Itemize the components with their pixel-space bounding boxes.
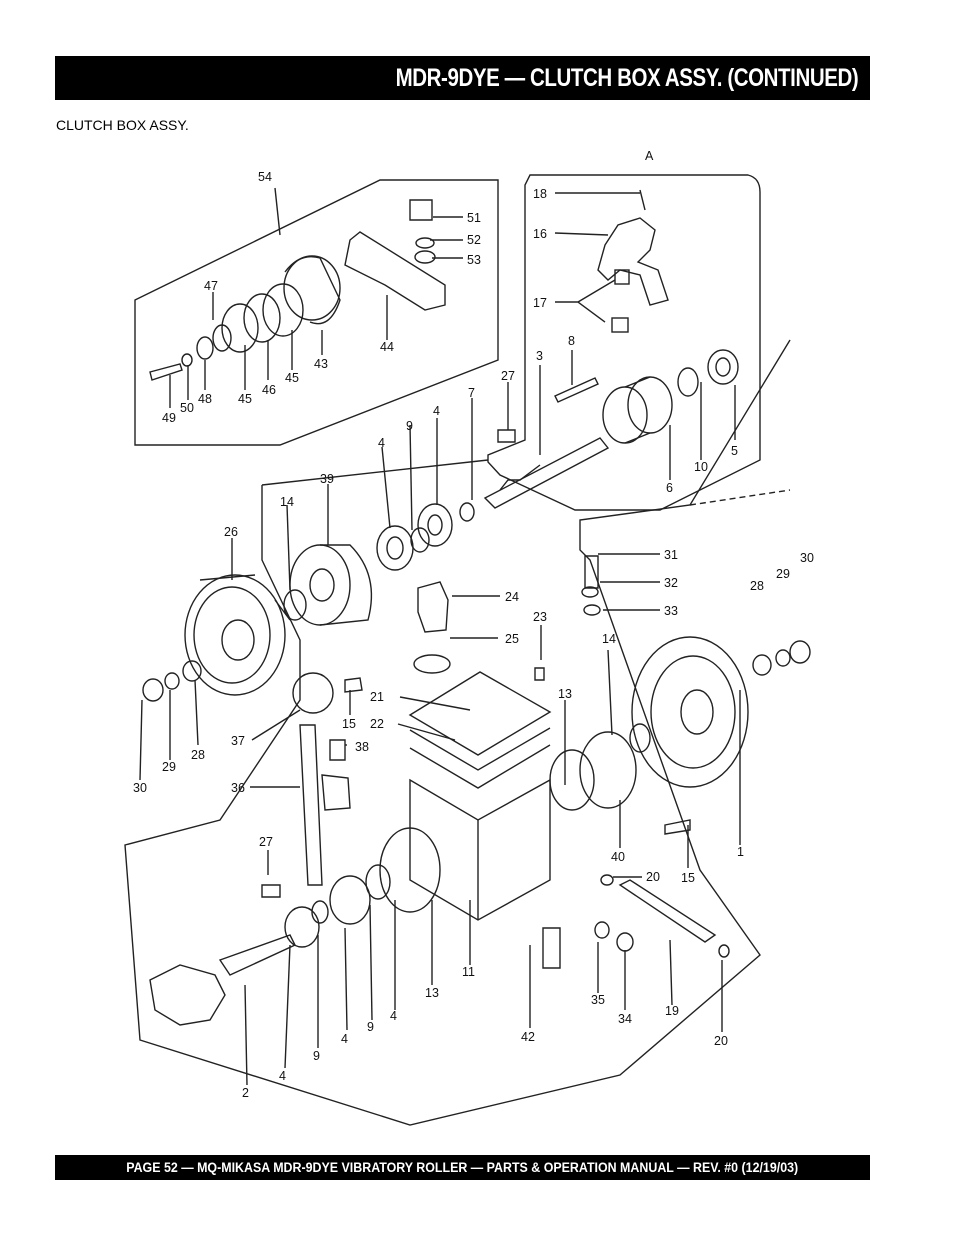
section-label: CLUTCH BOX ASSY. xyxy=(56,117,189,133)
callout-label: 11 xyxy=(462,965,475,979)
callout-label: 39 xyxy=(320,472,334,486)
callout-label: 48 xyxy=(198,392,212,406)
callout-label: 21 xyxy=(370,690,384,704)
callout-label: 17 xyxy=(533,296,547,310)
callout-label: 18 xyxy=(533,187,547,201)
callout-label: 24 xyxy=(505,590,519,604)
callout-label: 13 xyxy=(425,986,439,1000)
callout-label: 4 xyxy=(433,404,440,418)
page-footer: PAGE 52 — MQ-MIKASA MDR-9DYE VIBRATORY ROLLER — PARTS & OPERATION MANUAL — REV. #0 (12/19/03) xyxy=(126,1160,799,1175)
callout-label: 50 xyxy=(180,401,194,415)
callout-label: 44 xyxy=(380,340,394,354)
callout-label: 4 xyxy=(341,1032,348,1046)
callout-label: 16 xyxy=(533,227,547,241)
callout-label: 29 xyxy=(162,760,176,774)
callout-label: 34 xyxy=(618,1012,632,1026)
callout-label: 45 xyxy=(238,392,252,406)
callout-label: 19 xyxy=(665,1004,679,1018)
callout-label: 20 xyxy=(646,870,660,884)
callout-label: 22 xyxy=(370,717,384,731)
callout-label: 42 xyxy=(521,1030,535,1044)
callout-label: 45 xyxy=(285,371,299,385)
callout-label: 8 xyxy=(568,334,575,348)
page-title: MDR-9DYE — CLUTCH BOX ASSY. (CONTINUED) xyxy=(395,63,858,92)
callout-label: 14 xyxy=(602,632,616,646)
callout-label: 28 xyxy=(750,579,764,593)
callout-label: 14 xyxy=(280,495,294,509)
callout-label: 38 xyxy=(355,740,369,754)
callout-label: 53 xyxy=(467,253,481,267)
callout-label: 15 xyxy=(342,717,356,731)
callout-label: 51 xyxy=(467,211,481,225)
callout-label: 4 xyxy=(279,1069,286,1083)
callout-label: 9 xyxy=(313,1049,320,1063)
callout-label: 28 xyxy=(191,748,205,762)
callout-label: 40 xyxy=(611,850,625,864)
exploded-parts-diagram xyxy=(110,140,840,1130)
callout-label: 2 xyxy=(242,1086,249,1100)
callout-label: 9 xyxy=(367,1020,374,1034)
callout-label: 27 xyxy=(501,369,515,383)
page-footer-bar xyxy=(55,1155,870,1180)
callout-label: 54 xyxy=(258,170,272,184)
callout-label: 6 xyxy=(666,481,673,495)
callout-label: 43 xyxy=(314,357,328,371)
callout-label: 52 xyxy=(467,233,481,247)
callout-label: 33 xyxy=(664,604,678,618)
callout-label: 29 xyxy=(776,567,790,581)
callout-label: 20 xyxy=(714,1034,728,1048)
callout-label: 25 xyxy=(505,632,519,646)
callout-label: 36 xyxy=(231,781,245,795)
callout-label: 26 xyxy=(224,525,238,539)
callout-label: 35 xyxy=(591,993,605,1007)
callout-label: 32 xyxy=(664,576,678,590)
callout-label: 49 xyxy=(162,411,176,425)
page-title-bar xyxy=(55,56,870,100)
callout-label: 5 xyxy=(731,444,738,458)
callout-label: 31 xyxy=(664,548,678,562)
callout-label: 13 xyxy=(558,687,572,701)
callout-label: 9 xyxy=(406,419,413,433)
reference-mark-a: A xyxy=(645,149,654,163)
callout-label: 7 xyxy=(468,386,475,400)
callout-label: 23 xyxy=(533,610,547,624)
callout-label: 30 xyxy=(133,781,147,795)
callout-label: 27 xyxy=(259,835,273,849)
callout-label: 1 xyxy=(737,845,744,859)
callout-label: 4 xyxy=(378,436,385,450)
callout-label: 10 xyxy=(694,460,708,474)
callout-label: 47 xyxy=(204,279,218,293)
callout-label: 37 xyxy=(231,734,245,748)
callout-label: 4 xyxy=(390,1009,397,1023)
callout-label: 3 xyxy=(536,349,543,363)
callout-label: 30 xyxy=(800,551,814,565)
callout-label: 15 xyxy=(681,871,695,885)
callout-label: 46 xyxy=(262,383,276,397)
